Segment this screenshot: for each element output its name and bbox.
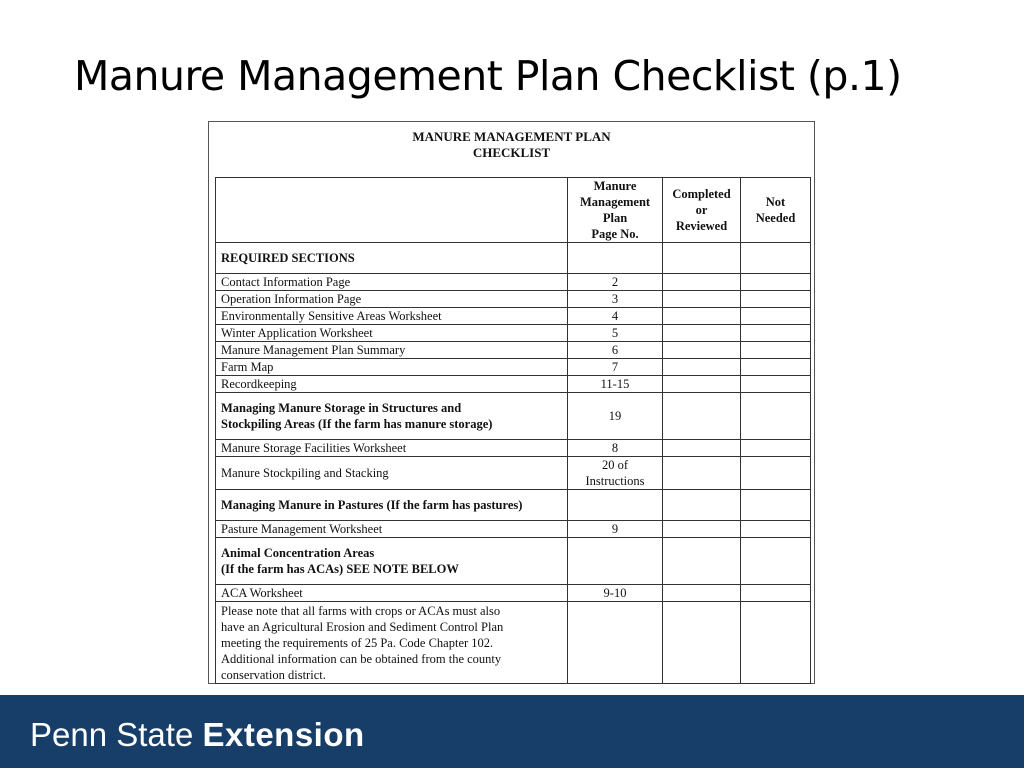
table-row (216, 274, 811, 291)
not-needed-cell[interactable] (741, 538, 811, 585)
brand-bold: Extension (202, 716, 365, 753)
header-page-no-line: Plan (602, 211, 628, 225)
note-line: have an Agricultural Erosion and Sediment Control Plan (221, 619, 504, 634)
note-text (216, 602, 568, 684)
header-completed (663, 178, 741, 243)
row-page: 6 (568, 342, 663, 359)
table-row (216, 359, 811, 376)
completed-cell[interactable] (663, 325, 741, 342)
table-row (216, 308, 811, 325)
header-completed-line: Reviewed (675, 219, 728, 233)
row-label: Environmentally Sensitive Areas Worksheet (216, 308, 568, 325)
row-label: Winter Application Worksheet (216, 325, 568, 342)
not-needed-cell[interactable] (741, 274, 811, 291)
header-section-blank (216, 178, 568, 243)
row-page (568, 538, 663, 585)
note-line: conservation district. (221, 667, 326, 682)
row-label: ACA Worksheet (216, 585, 568, 602)
completed-cell[interactable] (663, 538, 741, 585)
not-needed-cell[interactable] (741, 521, 811, 538)
header-completed-line: Completed (672, 187, 731, 201)
header-not-needed-line: Not (765, 195, 786, 209)
header-page-no-line: Management (579, 195, 651, 209)
row-page: 9-10 (568, 585, 663, 602)
row-page: 7 (568, 359, 663, 376)
table-row (216, 393, 811, 440)
document-heading-line1: MANURE MANAGEMENT PLAN (412, 129, 611, 144)
not-needed-cell[interactable] (741, 243, 811, 274)
penn-state-extension-logo (30, 716, 365, 754)
not-needed-cell[interactable] (741, 376, 811, 393)
row-page: 4 (568, 308, 663, 325)
table-row (216, 291, 811, 308)
checklist-table (215, 177, 811, 684)
not-needed-cell[interactable] (741, 291, 811, 308)
header-not-needed (741, 178, 811, 243)
completed-cell[interactable] (663, 359, 741, 376)
completed-cell[interactable] (663, 585, 741, 602)
row-label: Manure Storage Facilities Worksheet (216, 440, 568, 457)
row-label-line: Stockpiling Areas (If the farm has manure storage) (221, 417, 493, 431)
row-label: Recordkeeping (216, 376, 568, 393)
row-page: 11-15 (568, 376, 663, 393)
table-row (216, 521, 811, 538)
row-label (216, 393, 568, 440)
header-completed-line: or (695, 203, 708, 217)
note-row (216, 602, 811, 684)
row-label (216, 538, 568, 585)
row-page-line: 20 of (601, 458, 629, 472)
table-row (216, 342, 811, 359)
completed-cell[interactable] (663, 602, 741, 684)
completed-cell[interactable] (663, 243, 741, 274)
not-needed-cell[interactable] (741, 359, 811, 376)
completed-cell[interactable] (663, 376, 741, 393)
checklist-document (208, 121, 815, 684)
row-page (568, 457, 663, 490)
header-not-needed-line: Needed (755, 211, 796, 225)
not-needed-cell[interactable] (741, 393, 811, 440)
completed-cell[interactable] (663, 393, 741, 440)
brand-regular: Penn State (30, 716, 194, 753)
header-page-no-line: Page No. (591, 227, 639, 241)
document-heading (209, 129, 814, 161)
row-label: Managing Manure in Pastures (If the farm has pastures) (216, 490, 568, 521)
completed-cell[interactable] (663, 490, 741, 521)
not-needed-cell[interactable] (741, 602, 811, 684)
slide-title: Manure Management Plan Checklist (p.1) (74, 52, 902, 100)
completed-cell[interactable] (663, 342, 741, 359)
row-label-line: Animal Concentration Areas (221, 546, 375, 560)
row-page: 5 (568, 325, 663, 342)
not-needed-cell[interactable] (741, 342, 811, 359)
header-page-no (568, 178, 663, 243)
not-needed-cell[interactable] (741, 440, 811, 457)
row-page: 8 (568, 440, 663, 457)
document-heading-line2: CHECKLIST (472, 145, 551, 160)
note-page-cell (568, 602, 663, 684)
completed-cell[interactable] (663, 274, 741, 291)
row-page: 2 (568, 274, 663, 291)
row-label: Manure Management Plan Summary (216, 342, 568, 359)
completed-cell[interactable] (663, 291, 741, 308)
header-row (216, 178, 811, 243)
row-label: Operation Information Page (216, 291, 568, 308)
row-label: Farm Map (216, 359, 568, 376)
completed-cell[interactable] (663, 521, 741, 538)
row-page: 19 (568, 393, 663, 440)
row-page: 9 (568, 521, 663, 538)
table-row (216, 585, 811, 602)
not-needed-cell[interactable] (741, 585, 811, 602)
not-needed-cell[interactable] (741, 308, 811, 325)
completed-cell[interactable] (663, 308, 741, 325)
not-needed-cell[interactable] (741, 490, 811, 521)
row-page (568, 243, 663, 274)
row-page: 3 (568, 291, 663, 308)
not-needed-cell[interactable] (741, 325, 811, 342)
note-line: Please note that all farms with crops or ACAs must also (221, 603, 501, 618)
row-label: REQUIRED SECTIONS (216, 243, 568, 274)
row-label: Pasture Management Worksheet (216, 521, 568, 538)
row-label-line: Managing Manure Storage in Structures and (221, 401, 462, 415)
table-row (216, 457, 811, 490)
completed-cell[interactable] (663, 457, 741, 490)
row-page (568, 490, 663, 521)
row-label: Manure Stockpiling and Stacking (216, 457, 568, 490)
table-row (216, 490, 811, 521)
note-line: meeting the requirements of 25 Pa. Code Chapter 102. (221, 635, 494, 650)
row-label-line: (If the farm has ACAs) SEE NOTE BELOW (221, 562, 459, 576)
header-page-no-line: Manure (593, 179, 637, 193)
completed-cell[interactable] (663, 440, 741, 457)
table-row (216, 376, 811, 393)
not-needed-cell[interactable] (741, 457, 811, 490)
table-row (216, 440, 811, 457)
table-row (216, 325, 811, 342)
table-row (216, 538, 811, 585)
note-line: Additional information can be obtained from the county (221, 651, 502, 666)
row-page-line: Instructions (585, 474, 645, 488)
table-row (216, 243, 811, 274)
row-label: Contact Information Page (216, 274, 568, 291)
